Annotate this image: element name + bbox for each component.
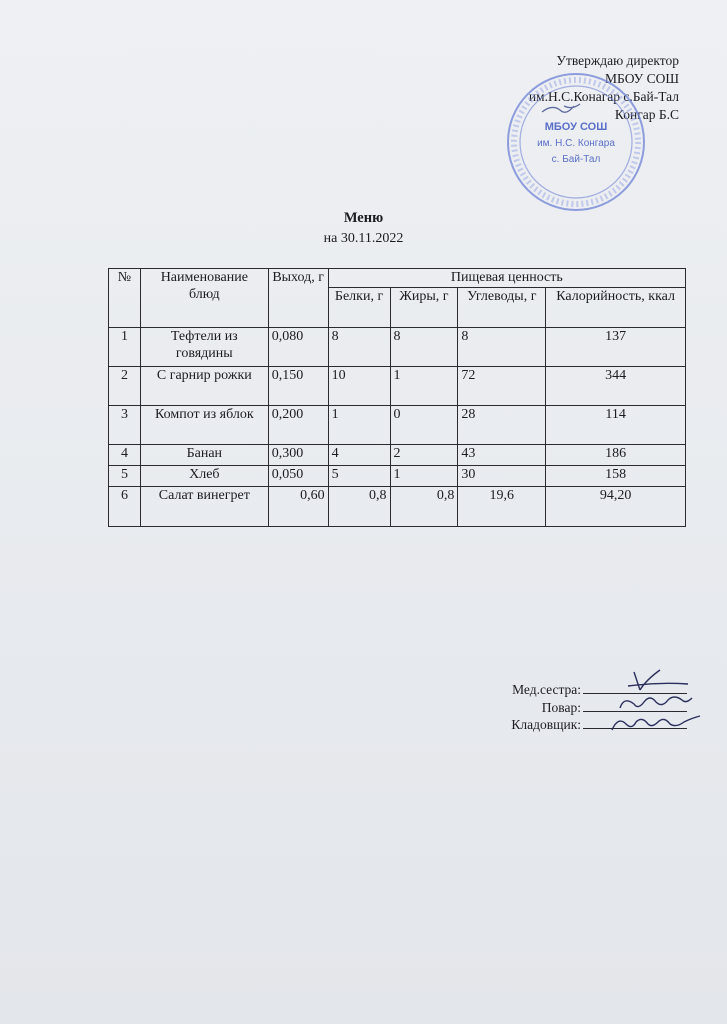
header-protein: Белки, г: [328, 288, 390, 328]
cell-name: Хлеб: [140, 466, 268, 487]
table-row: [109, 487, 686, 527]
header-name: Наименование блюд: [140, 269, 268, 328]
cell-fat: 0,8: [390, 487, 458, 527]
cell-calories: 344: [546, 367, 686, 406]
cell-protein: 8: [328, 328, 390, 367]
cell-name: Салат винегрет: [140, 487, 268, 527]
cell-yield: 0,200: [268, 406, 328, 445]
stamp-line-2: им. Н.С. Конгара: [537, 138, 615, 149]
cell-num: 5: [109, 466, 141, 487]
cell-protein: 1: [328, 406, 390, 445]
cell-protein: 0,8: [328, 487, 390, 527]
cell-calories: 186: [546, 445, 686, 466]
header-num: №: [109, 269, 141, 328]
cell-protein: 5: [328, 466, 390, 487]
cell-fat: 1: [390, 367, 458, 406]
cell-name: Банан: [140, 445, 268, 466]
cell-fat: 2: [390, 445, 458, 466]
cell-carbs: 19,6: [458, 487, 546, 527]
cell-yield: 0,300: [268, 445, 328, 466]
approval-line-4: Конгар Б.С: [614, 107, 679, 122]
cell-yield: 0,150: [268, 367, 328, 406]
cell-carbs: 72: [458, 367, 546, 406]
nurse-label: Мед.сестра:: [512, 682, 581, 697]
cell-name: Тефтели из говядины: [140, 328, 268, 367]
cell-protein: 4: [328, 445, 390, 466]
page-title: Меню: [343, 210, 384, 226]
cell-calories: 114: [546, 406, 686, 445]
table-row: [109, 406, 686, 445]
header-nutrition: Пищевая ценность: [328, 269, 685, 288]
header-carbs: Углеводы, г: [458, 288, 546, 328]
cell-carbs: 28: [458, 406, 546, 445]
header-calories: Калорийность, ккал: [546, 288, 686, 328]
stamp-line-1: МБОУ СОШ: [544, 121, 608, 133]
signatures-handwriting-icon: [582, 664, 727, 744]
cell-num: 2: [109, 367, 141, 406]
table-row: [109, 466, 686, 487]
header-yield: Выход, г: [268, 269, 328, 328]
cell-name: С гарнир рожки: [140, 367, 268, 406]
cell-protein: 10: [328, 367, 390, 406]
table-row: [109, 328, 686, 367]
cell-fat: 8: [390, 328, 458, 367]
cell-fat: 1: [390, 466, 458, 487]
cook-label: Повар:: [541, 699, 581, 715]
table-row: [109, 367, 686, 406]
cell-carbs: 8: [458, 328, 546, 367]
approval-line-3: им.Н.С.Конагар с.Бай-Тал: [528, 89, 679, 104]
cell-carbs: 30: [458, 466, 546, 487]
storekeeper-label: Кладовщик:: [511, 717, 581, 732]
school-stamp: [502, 68, 650, 216]
cell-carbs: 43: [458, 445, 546, 466]
header-row: [109, 269, 686, 288]
cell-num: 3: [109, 406, 141, 445]
cell-calories: 158: [546, 466, 686, 487]
cell-fat: 0: [390, 406, 458, 445]
cell-name: Компот из яблок: [140, 406, 268, 445]
stamp-line-3: с. Бай-Тал: [551, 154, 601, 165]
approval-line-2: МБОУ СОШ: [605, 71, 679, 86]
director-signature-icon: [542, 104, 580, 112]
cell-calories: 94,20: [546, 487, 686, 527]
cell-num: 6: [109, 487, 141, 527]
cell-num: 4: [109, 445, 141, 466]
approval-line-1: Утверждаю директор: [556, 53, 679, 68]
cell-calories: 137: [546, 328, 686, 367]
menu-table: [108, 268, 686, 527]
header-fat: Жиры, г: [390, 288, 458, 328]
cell-num: 1: [109, 328, 141, 367]
table-row: [109, 445, 686, 466]
cell-yield: 0,050: [268, 466, 328, 487]
cell-yield: 0,080: [268, 328, 328, 367]
cell-yield: 0,60: [268, 487, 328, 527]
menu-date: на 30.11.2022: [323, 231, 404, 246]
